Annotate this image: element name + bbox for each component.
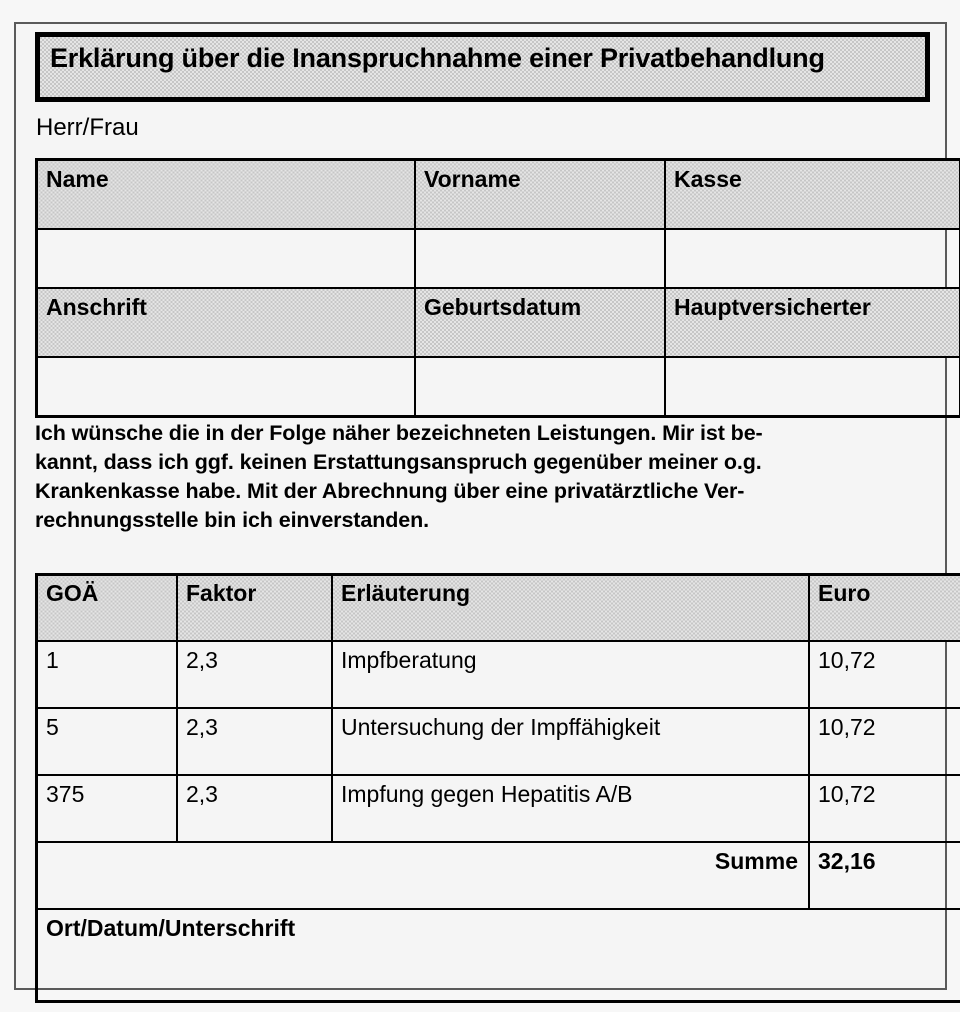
field-label-vorname: Vorname [415,160,665,230]
services-header-row [37,575,960,642]
consent-line-3: Krankenkasse habe. Mit der Abrechnung über eine privatärztliche Ver- [35,479,745,503]
consent-paragraph [35,419,935,535]
table-row-labels-1 [37,160,960,230]
cell-goa: 5 [37,708,178,775]
cell-erlaeuterung: Impfberatung [332,641,809,708]
table-row [37,708,960,775]
table-row-labels-2 [37,288,960,357]
name-input[interactable] [37,229,416,288]
total-label: Summe [37,842,810,909]
field-label-hauptversicherter: Hauptversicherter [665,288,960,357]
services-total-row [37,842,960,909]
cell-faktor: 2,3 [177,708,332,775]
table-row-inputs-1 [37,229,960,288]
consent-line-1: Ich wünsche die in der Folge näher bezeichneten Leistungen. Mir ist be- [35,421,763,445]
column-header-erlaeuterung: Erläuterung [332,575,809,642]
cell-faktor: 2,3 [177,641,332,708]
consent-line-2: kannt, dass ich ggf. keinen Erstattungsanspruch gegenüber meiner o.g. [35,450,762,474]
field-label-name: Name [37,160,416,230]
signature-row [37,909,960,1002]
geburtsdatum-input[interactable] [415,357,665,417]
table-row-inputs-2 [37,357,960,417]
column-header-faktor: Faktor [177,575,332,642]
anschrift-input[interactable] [37,357,416,417]
cell-euro: 10,72 [809,708,960,775]
personal-data-table [35,158,960,418]
field-label-kasse: Kasse [665,160,960,230]
kasse-input[interactable] [665,229,960,288]
form-title-box [35,32,930,102]
field-label-anschrift: Anschrift [37,288,416,357]
vorname-input[interactable] [415,229,665,288]
total-value: 32,16 [809,842,960,909]
cell-goa: 375 [37,775,178,842]
column-header-goa: GOÄ [37,575,178,642]
salutation-label: Herr/Frau [36,114,139,141]
cell-erlaeuterung: Impfung gegen Hepatitis A/B [332,775,809,842]
hauptversicherter-input[interactable] [665,357,960,417]
table-row [37,641,960,708]
page-title: Erklärung über die Inanspruchnahme einer Privatbehandlung [50,43,825,73]
signature-label[interactable]: Ort/Datum/Unterschrift [37,909,960,1002]
document-outer-frame [14,22,947,990]
cell-euro: 10,72 [809,641,960,708]
cell-faktor: 2,3 [177,775,332,842]
cell-erlaeuterung: Untersuchung der Impffähigkeit [332,708,809,775]
column-header-euro: Euro [809,575,960,642]
cell-euro: 10,72 [809,775,960,842]
table-row [37,775,960,842]
field-label-geburtsdatum: Geburtsdatum [415,288,665,357]
consent-line-4: rechnungsstelle bin ich einverstanden. [35,508,430,532]
cell-goa: 1 [37,641,178,708]
services-table [35,573,960,1003]
